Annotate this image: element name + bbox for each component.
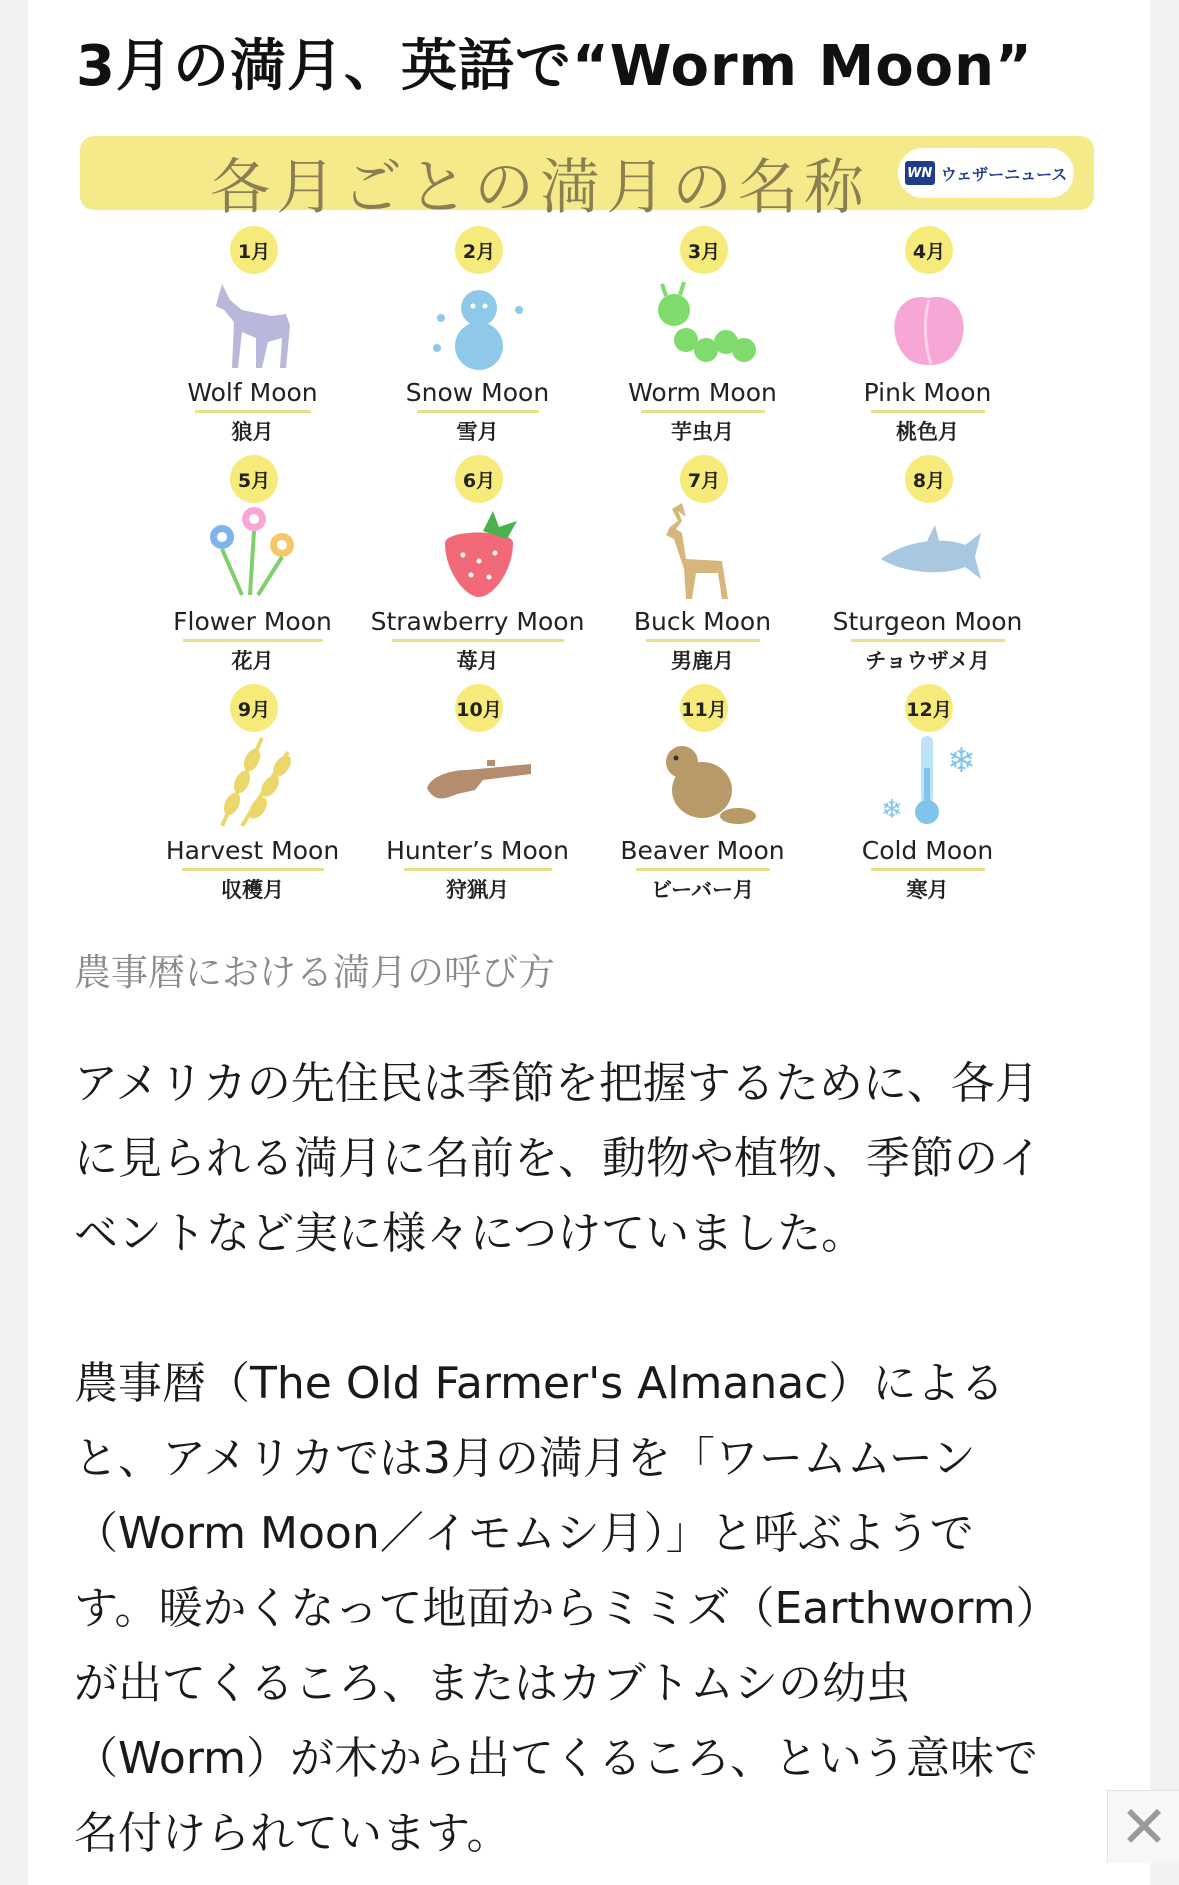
paragraph-line: が出てくるころ、またはカブトムシの幼虫: [74, 1658, 910, 1709]
body-paragraph-2: [74, 1346, 1114, 1871]
infographic-banner: [80, 136, 1094, 223]
moon-english-name: Sturgeon Moon: [832, 607, 1023, 636]
thermometer-snow-icon: [877, 728, 981, 832]
name-underline: [183, 639, 323, 642]
wolf-icon: [202, 270, 306, 374]
moon-japanese-name: チョウザメ月: [865, 649, 990, 673]
month-badge: 6月: [455, 455, 503, 503]
moon-card: [590, 226, 815, 455]
moon-japanese-name: 男鹿月: [671, 649, 734, 673]
name-underline: [195, 410, 311, 413]
strawberry-icon: [427, 499, 531, 603]
month-badge: 9月: [230, 684, 278, 732]
wheat-icon: [202, 728, 306, 832]
moon-japanese-name: 苺月: [456, 649, 499, 673]
moon-english-name: Snow Moon: [405, 378, 550, 407]
name-underline: [404, 868, 552, 871]
moon-japanese-name: 花月: [231, 649, 274, 673]
month-badge: 2月: [455, 226, 503, 274]
moon-names-infographic: [80, 130, 1098, 915]
image-caption: 農事暦における満月の呼び方: [74, 951, 555, 994]
month-badge: 3月: [680, 226, 728, 274]
month-badge: 8月: [905, 455, 953, 503]
moon-card: [815, 226, 1040, 455]
name-underline: [871, 868, 985, 871]
month-badge: 12月: [905, 684, 953, 732]
moon-grid: [140, 226, 1040, 902]
paragraph-line: ベントなど実に様々につけていました。: [74, 1208, 866, 1259]
name-underline: [636, 868, 770, 871]
paragraph-line: 名付けられています。: [74, 1808, 511, 1859]
moon-english-name: Worm Moon: [628, 378, 777, 407]
beaver-icon: [652, 728, 756, 832]
moon-card: [590, 684, 815, 913]
caterpillar-icon: [652, 270, 756, 374]
moon-card: [140, 684, 365, 913]
moon-japanese-name: ビーバー月: [650, 878, 755, 902]
svg-text:❄: ❄: [881, 795, 903, 825]
name-underline: [646, 639, 760, 642]
paragraph-line: （Worm）が木から出てくるころ、という意味で: [74, 1733, 1039, 1784]
paragraph-line: 農事暦（The Old Farmer's Almanac）による: [74, 1358, 1005, 1409]
moon-card: [590, 455, 815, 684]
moon-english-name: Pink Moon: [863, 378, 992, 407]
moon-japanese-name: 狼月: [231, 420, 274, 444]
moon-english-name: Flower Moon: [173, 607, 332, 636]
brand-name: ウェザーニュース: [940, 164, 1068, 184]
paragraph-line: アメリカの先住民は季節を把握するために、各月: [74, 1058, 1039, 1109]
moon-card: [815, 455, 1040, 684]
moon-english-name: Harvest Moon: [165, 836, 340, 865]
paragraph-line: に見られる満月に名前を、動物や植物、季節のイ: [74, 1133, 1042, 1184]
brand-badge: [898, 148, 1074, 198]
article-page: [28, 0, 1150, 1885]
month-badge: 4月: [905, 226, 953, 274]
snowman-icon: [427, 270, 531, 374]
flowers-icon: [202, 499, 306, 603]
month-badge: 7月: [680, 455, 728, 503]
moon-english-name: Beaver Moon: [620, 836, 785, 865]
moon-english-name: Wolf Moon: [187, 378, 318, 407]
moon-japanese-name: 狩猟月: [446, 878, 509, 902]
article-title: 3月の満月、英語で“Worm Moon”: [76, 34, 1033, 99]
moon-card: [140, 455, 365, 684]
moon-japanese-name: 収穫月: [221, 878, 284, 902]
paragraph-line: と、アメリカでは3月の満月を「ワームムーン: [74, 1433, 976, 1484]
moon-english-name: Buck Moon: [633, 607, 772, 636]
paragraph-line: す。暖かくなって地面からミミズ（Earthworm）: [74, 1583, 1060, 1634]
peach-icon: [877, 270, 981, 374]
deer-icon: [652, 499, 756, 603]
moon-card: [140, 226, 365, 455]
moon-english-name: Hunter’s Moon: [386, 836, 569, 865]
name-underline: [182, 868, 324, 871]
moon-japanese-name: 桃色月: [896, 420, 959, 444]
moon-card: [365, 226, 590, 455]
name-underline: [641, 410, 765, 413]
sturgeon-icon: [877, 499, 981, 603]
moon-card: [365, 455, 590, 684]
close-button[interactable]: ✕: [1107, 1790, 1179, 1863]
name-underline: [392, 639, 564, 642]
month-badge: 1月: [230, 226, 278, 274]
body-paragraph-1: [74, 1046, 1114, 1271]
month-badge: 10月: [455, 684, 503, 732]
paragraph-line: （Worm Moon／イモムシ月）」と呼ぶようで: [74, 1508, 974, 1559]
moon-card: [365, 684, 590, 913]
musket-icon: [427, 728, 531, 832]
moon-card: [815, 684, 1040, 913]
moon-english-name: Cold Moon: [861, 836, 994, 865]
svg-text:❄: ❄: [947, 741, 976, 781]
brand-logo: WN: [905, 161, 935, 185]
name-underline: [417, 410, 539, 413]
name-underline: [851, 639, 1005, 642]
moon-japanese-name: 雪月: [456, 420, 499, 444]
month-badge: 5月: [230, 455, 278, 503]
month-badge: 11月: [680, 684, 728, 732]
banner-title: 各月ごとの満月の名称: [210, 153, 870, 223]
moon-japanese-name: 芋虫月: [671, 420, 734, 444]
name-underline: [871, 410, 985, 413]
moon-english-name: Strawberry Moon: [370, 607, 585, 636]
moon-japanese-name: 寒月: [906, 878, 949, 902]
